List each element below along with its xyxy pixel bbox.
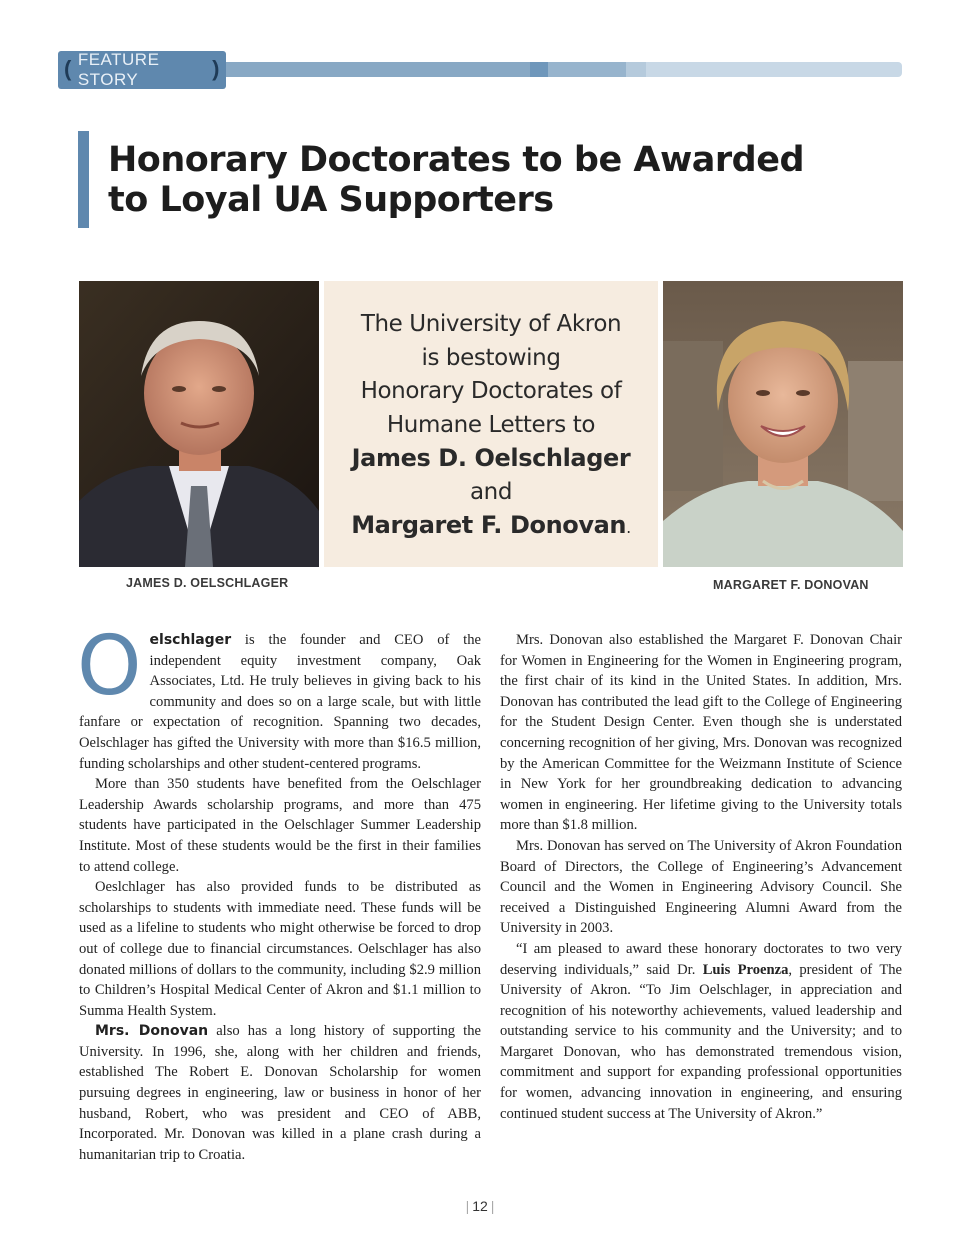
title-line-1: Honorary Doctorates to be Awarded — [108, 140, 805, 180]
header-stripe — [226, 62, 530, 77]
tag-bracket-open: ( — [64, 56, 72, 81]
tag-bracket-close: ) — [212, 56, 220, 81]
title-line-2: to Loyal UA Supporters — [108, 180, 554, 220]
header-stripe — [626, 62, 646, 77]
header-stripe — [646, 62, 902, 77]
section-tag — [58, 51, 226, 89]
article-column-left — [77, 619, 481, 1165]
photo-caption-left: JAMES D. OELSCHLAGER — [126, 576, 289, 590]
quote-line: Honorary Doctorates of — [360, 378, 622, 404]
lead-name: elschlager — [149, 632, 232, 648]
paragraph: Oeslchlager has also provided funds to be distributed as scholarships to students with immediate need. These funds will be used as a lifeline to students who might otherwise be forced to drop out of college due to financial circumstances. Oelschlager has also donated millions of dollars to the community, including $2.9 million to Children’s Hospital Medical Center of Akron and $1.1 million to Summa Health System. — [79, 879, 481, 1019]
page-title — [108, 140, 808, 220]
quote-name-2 — [324, 509, 658, 545]
page-pipe: | — [465, 1198, 470, 1214]
title-accent-bar — [78, 131, 89, 228]
paragraph — [79, 1021, 481, 1165]
photo-james-oelschlager — [79, 281, 319, 567]
paragraph-text: also has a long history of supporting the University. In 1996, she, along with her children and friends, established The Robert E. Donovan Scholarship for women pursuing degrees in engineering, law or business in honor of her husband, Robert, who was president and CEO of ABB, Incorporated. Mr. Donovan was killed in a plane crash during a humanitarian trip to Croatia. — [79, 1023, 481, 1163]
header-stripe — [548, 62, 626, 77]
page-number-value: 12 — [472, 1198, 488, 1214]
quote-name-1: James D. Oelschlager — [351, 444, 631, 472]
paragraph — [500, 939, 902, 1124]
quote-line: The University of Akron — [360, 311, 622, 337]
paragraph: More than 350 students have benefited from the Oelschlager Leadership Awards scholarship programs, and more than 475 students have participated in the Oelschlager Summer Leadership Institute. Most of these students would be the first in their families to attend college. — [79, 776, 481, 875]
quote-period: . — [626, 518, 631, 537]
quote-name-2-text: Margaret F. Donovan — [351, 511, 627, 539]
photo-margaret-donovan — [663, 281, 903, 567]
paragraph-text: , president of The University of Akron. “To Jim Oelschlager, in appreciation and recognition of his noteworthy achievements, valued leadership and outstanding service to his community and the University; and to Margaret Donovan, who has demonstrated tremendous vision, commitment and support for expanding professional opportunities for women, advancing innovation in engineering, and ensuring continued student success at The University of Akron.” — [500, 961, 903, 1122]
paragraph: Mrs. Donovan also established the Margaret F. Donovan Chair for Women in Engineering for the Women in Engineering program, the first chair of its kind in the United States. In addition, Mrs. Donovan has contributed the lead gift to the College of Engineering for the Student Design Center. Even though she is understated concerning recognition of her giving, Mrs. Donovan was recognized by the American Committee for the Weizmann Institute of Science in New York for her groundbreaking dedication to advancing women in engineering. Her lifetime giving to the University totals more than $1.8 million. — [500, 632, 902, 834]
lead-name: Mrs. Donovan — [95, 1023, 209, 1040]
quoted-person: Luis Proenza — [702, 961, 789, 978]
quote-line: is bestowing — [421, 344, 561, 371]
paragraph — [77, 619, 481, 774]
quote-line: and — [469, 478, 513, 505]
photo-caption-right: MARGARET F. DONOVAN — [713, 578, 869, 592]
drop-cap: O — [77, 619, 142, 714]
paragraph-text: is the founder and CEO of the independent equity investment company, Oak Associates, Ltd. He truly believes in giving back to his community and does so on a large scale, but with little fanfare or expectation of recognition. Spanning two decades, Oelschlager has gifted the University with more than $16.5 million, funding scholarships and other student-centered programs. — [79, 632, 481, 772]
page-pipe: | — [490, 1198, 495, 1214]
quote-line: Humane Letters to — [386, 411, 596, 438]
paragraph-text: “I am pleased to award these honorary doctorates to two very deserving individuals,” said Dr. — [500, 940, 902, 978]
paragraph: Mrs. Donovan has served on The University of Akron Foundation Board of Directors, the College of Engineering’s Advancement Council and the Women in Engineering Advisory Council. She received a Distinguished Engineering Alumni Award from the University in 2003. — [500, 837, 902, 937]
page-number — [0, 1198, 960, 1214]
section-label: FEATURE STORY — [77, 50, 160, 89]
header-stripe — [530, 62, 548, 77]
pull-quote — [324, 281, 658, 567]
article-column-right — [500, 630, 902, 1124]
